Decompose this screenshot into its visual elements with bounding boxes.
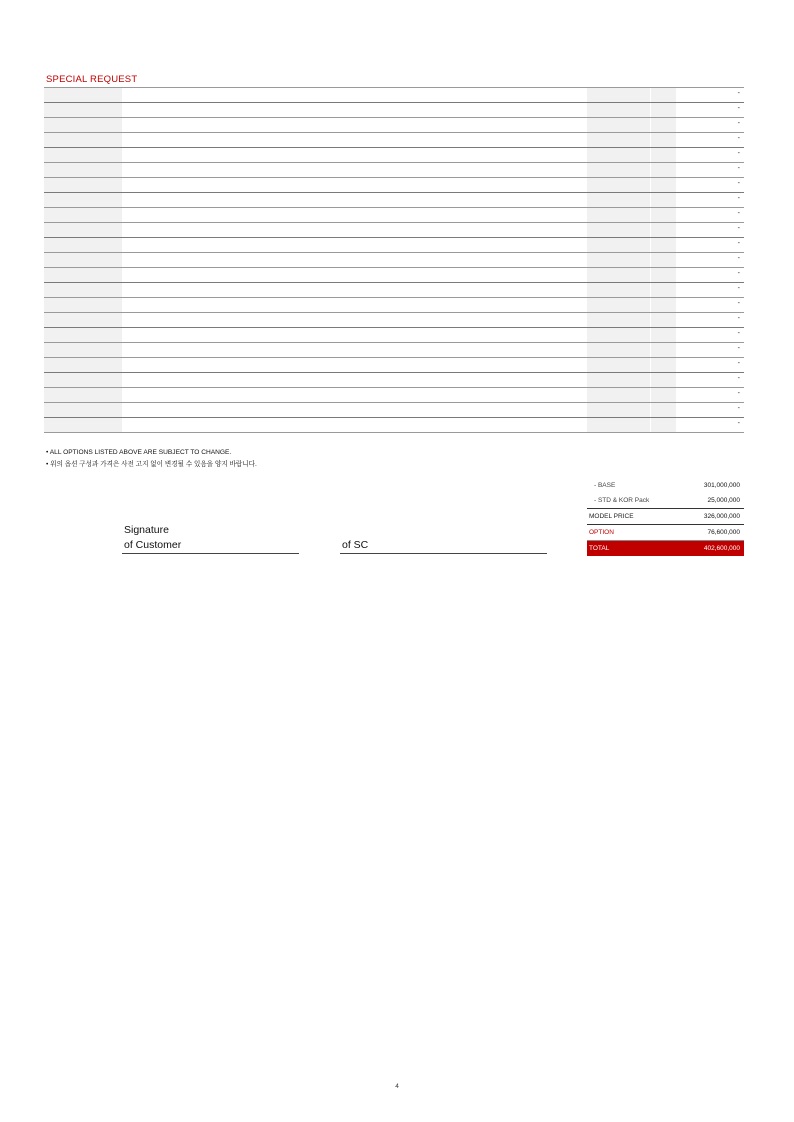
request-code-cell[interactable] <box>44 178 122 192</box>
request-description-cell[interactable] <box>122 193 587 207</box>
request-description-cell[interactable] <box>122 88 587 102</box>
request-qty-cell[interactable] <box>587 373 650 387</box>
request-code-cell[interactable] <box>44 193 122 207</box>
table-row <box>44 163 744 178</box>
sc-signature-line[interactable] <box>340 538 547 554</box>
request-amount-cell[interactable]: - <box>676 283 744 297</box>
request-unit-cell[interactable] <box>650 298 676 312</box>
price-row-base <box>587 478 744 493</box>
request-code-cell[interactable] <box>44 373 122 387</box>
request-amount-cell[interactable]: - <box>676 163 744 177</box>
request-description-cell[interactable] <box>122 118 587 132</box>
table-row <box>44 178 744 193</box>
request-unit-cell[interactable] <box>650 103 676 117</box>
request-code-cell[interactable] <box>44 103 122 117</box>
request-qty-cell[interactable] <box>587 403 650 417</box>
request-amount-cell[interactable]: - <box>676 88 744 102</box>
request-unit-cell[interactable] <box>650 343 676 357</box>
request-amount-cell[interactable]: - <box>676 388 744 402</box>
model-price-label: MODEL PRICE <box>589 513 634 520</box>
table-row <box>44 193 744 208</box>
request-code-cell[interactable] <box>44 358 122 372</box>
request-amount-cell[interactable]: - <box>676 148 744 162</box>
request-description-cell[interactable] <box>122 253 587 267</box>
request-description-cell[interactable] <box>122 343 587 357</box>
request-qty-cell[interactable] <box>587 208 650 222</box>
request-qty-cell[interactable] <box>587 148 650 162</box>
request-code-cell[interactable] <box>44 88 122 102</box>
request-description-cell[interactable] <box>122 298 587 312</box>
request-code-cell[interactable] <box>44 403 122 417</box>
request-amount-cell[interactable]: - <box>676 313 744 327</box>
request-amount-cell[interactable]: - <box>676 268 744 282</box>
request-unit-cell[interactable] <box>650 358 676 372</box>
request-code-cell[interactable] <box>44 268 122 282</box>
table-row <box>44 148 744 163</box>
request-description-cell[interactable] <box>122 358 587 372</box>
request-amount-cell[interactable]: - <box>676 118 744 132</box>
price-row-total <box>587 541 744 556</box>
request-description-cell[interactable] <box>122 103 587 117</box>
request-amount-cell[interactable]: - <box>676 418 744 432</box>
base-value: 301,000,000 <box>703 482 740 489</box>
sc-signature-label: of SC <box>342 539 369 551</box>
request-code-cell[interactable] <box>44 328 122 342</box>
request-amount-cell[interactable]: - <box>676 208 744 222</box>
base-label: - BASE <box>594 482 616 489</box>
request-qty-cell[interactable] <box>587 178 650 192</box>
table-row <box>44 313 744 328</box>
table-row <box>44 358 744 373</box>
option-value: 76,600,000 <box>707 529 740 536</box>
price-row-option <box>587 525 744 541</box>
request-description-cell[interactable] <box>122 418 587 432</box>
sc-signature <box>340 523 547 554</box>
request-code-cell[interactable] <box>44 253 122 267</box>
customer-signature <box>122 523 299 554</box>
price-row-pack <box>587 493 744 508</box>
request-code-cell[interactable] <box>44 418 122 432</box>
total-label: TOTAL <box>589 545 610 552</box>
request-code-cell[interactable] <box>44 223 122 237</box>
request-amount-cell[interactable]: - <box>676 193 744 207</box>
request-unit-cell[interactable] <box>650 118 676 132</box>
customer-signature-line[interactable] <box>122 538 299 554</box>
request-amount-cell[interactable]: - <box>676 133 744 147</box>
request-unit-cell[interactable] <box>650 148 676 162</box>
request-qty-cell[interactable] <box>587 103 650 117</box>
request-unit-cell[interactable] <box>650 208 676 222</box>
request-code-cell[interactable] <box>44 343 122 357</box>
table-row <box>44 373 744 388</box>
request-qty-cell[interactable] <box>587 343 650 357</box>
request-amount-cell[interactable]: - <box>676 298 744 312</box>
request-qty-cell[interactable] <box>587 253 650 267</box>
request-qty-cell[interactable] <box>587 163 650 177</box>
request-qty-cell[interactable] <box>587 298 650 312</box>
request-code-cell[interactable] <box>44 298 122 312</box>
request-description-cell[interactable] <box>122 373 587 387</box>
request-amount-cell[interactable]: - <box>676 328 744 342</box>
request-qty-cell[interactable] <box>587 88 650 102</box>
request-unit-cell[interactable] <box>650 238 676 252</box>
request-amount-cell[interactable]: - <box>676 403 744 417</box>
table-row <box>44 253 744 268</box>
request-amount-cell[interactable]: - <box>676 253 744 267</box>
request-code-cell[interactable] <box>44 388 122 402</box>
note-subject-to-change: • ALL OPTIONS LISTED ABOVE ARE SUBJECT TO CHANGE. <box>46 449 232 456</box>
request-code-cell[interactable] <box>44 208 122 222</box>
request-qty-cell[interactable] <box>587 193 650 207</box>
request-description-cell[interactable] <box>122 328 587 342</box>
request-code-cell[interactable] <box>44 283 122 297</box>
request-qty-cell[interactable] <box>587 223 650 237</box>
request-description-cell[interactable] <box>122 388 587 402</box>
request-unit-cell[interactable] <box>650 283 676 297</box>
request-amount-cell[interactable]: - <box>676 358 744 372</box>
page-number: 4 <box>395 1083 399 1090</box>
request-description-cell[interactable] <box>122 133 587 147</box>
request-unit-cell[interactable] <box>650 223 676 237</box>
request-qty-cell[interactable] <box>587 313 650 327</box>
table-row <box>44 343 744 358</box>
table-row <box>44 268 744 283</box>
request-qty-cell[interactable] <box>587 133 650 147</box>
customer-signature-label-2: of Customer <box>124 539 182 551</box>
request-unit-cell[interactable] <box>650 178 676 192</box>
table-row <box>44 388 744 403</box>
request-unit-cell[interactable] <box>650 253 676 267</box>
request-description-cell[interactable] <box>122 403 587 417</box>
notes <box>46 445 257 468</box>
table-row <box>44 403 744 418</box>
option-label: OPTION <box>589 529 614 536</box>
request-qty-cell[interactable] <box>587 283 650 297</box>
request-unit-cell[interactable] <box>650 193 676 207</box>
request-code-cell[interactable] <box>44 133 122 147</box>
request-qty-cell[interactable] <box>587 238 650 252</box>
request-qty-cell[interactable] <box>587 118 650 132</box>
request-description-cell[interactable] <box>122 163 587 177</box>
table-row <box>44 298 744 313</box>
request-unit-cell[interactable] <box>650 163 676 177</box>
request-code-cell[interactable] <box>44 163 122 177</box>
request-unit-cell[interactable] <box>650 133 676 147</box>
request-description-cell[interactable] <box>122 178 587 192</box>
request-description-cell[interactable] <box>122 268 587 282</box>
model-price-value: 326,000,000 <box>703 513 740 520</box>
table-row <box>44 103 744 118</box>
request-description-cell[interactable] <box>122 313 587 327</box>
table-row <box>44 238 744 253</box>
table-row <box>44 208 744 223</box>
request-amount-cell[interactable]: - <box>676 103 744 117</box>
request-unit-cell[interactable] <box>650 403 676 417</box>
request-code-cell[interactable] <box>44 148 122 162</box>
table-row <box>44 283 744 298</box>
price-summary <box>587 478 744 556</box>
request-amount-cell[interactable]: - <box>676 238 744 252</box>
pack-label: - STD & KOR Pack <box>594 497 650 504</box>
pack-value: 25,000,000 <box>707 497 740 504</box>
request-amount-cell[interactable]: - <box>676 343 744 357</box>
table-row <box>44 328 744 343</box>
request-unit-cell[interactable] <box>650 313 676 327</box>
table-row <box>44 118 744 133</box>
request-qty-cell[interactable] <box>587 418 650 432</box>
special-request-table <box>44 87 744 433</box>
request-qty-cell[interactable] <box>587 388 650 402</box>
request-unit-cell[interactable] <box>650 88 676 102</box>
request-description-cell[interactable] <box>122 223 587 237</box>
request-description-cell[interactable] <box>122 208 587 222</box>
request-unit-cell[interactable] <box>650 268 676 282</box>
price-row-model <box>587 508 744 525</box>
request-code-cell[interactable] <box>44 238 122 252</box>
request-description-cell[interactable] <box>122 283 587 297</box>
request-amount-cell[interactable]: - <box>676 178 744 192</box>
request-description-cell[interactable] <box>122 238 587 252</box>
request-unit-cell[interactable] <box>650 418 676 432</box>
sc-signature-spacer <box>340 523 547 538</box>
customer-signature-label-1: Signature <box>124 524 169 536</box>
request-unit-cell[interactable] <box>650 328 676 342</box>
request-description-cell[interactable] <box>122 148 587 162</box>
table-row <box>44 133 744 148</box>
request-qty-cell[interactable] <box>587 328 650 342</box>
request-unit-cell[interactable] <box>650 373 676 387</box>
request-qty-cell[interactable] <box>587 268 650 282</box>
table-row <box>44 223 744 238</box>
total-value: 402,600,000 <box>703 545 740 552</box>
request-amount-cell[interactable]: - <box>676 373 744 387</box>
request-qty-cell[interactable] <box>587 358 650 372</box>
request-amount-cell[interactable]: - <box>676 223 744 237</box>
table-row <box>44 88 744 103</box>
note-korean-disclaimer: • 위의 옵션 구성과 가격은 사전 고지 없이 변경될 수 있음을 양지 바랍니다. <box>46 461 257 468</box>
request-code-cell[interactable] <box>44 313 122 327</box>
request-code-cell[interactable] <box>44 118 122 132</box>
request-unit-cell[interactable] <box>650 388 676 402</box>
section-title: SPECIAL REQUEST <box>46 74 138 85</box>
table-row <box>44 418 744 433</box>
